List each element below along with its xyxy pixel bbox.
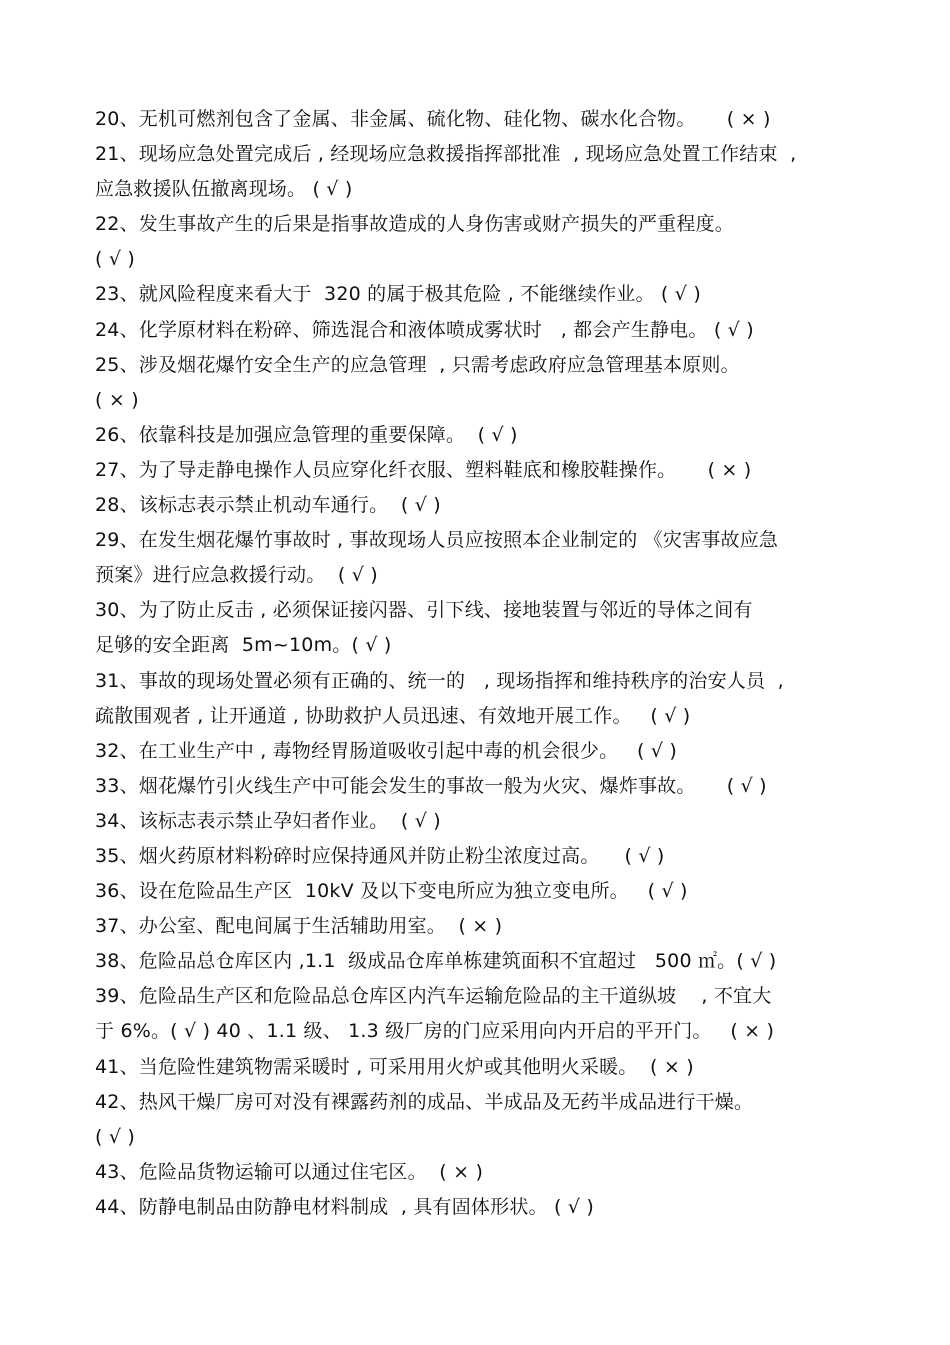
text-line: 42、热风干燥厂房可对没有裸露药剂的成品、半成品及无药半成品进行干燥。	[95, 1090, 754, 1113]
text-line: 22、发生事故产生的后果是指事故造成的人身伤害或财产损失的严重程度。	[95, 213, 734, 236]
text-line: 26、依靠科技是加强应急管理的重要保障。 ( √ )	[95, 423, 518, 446]
text-line: 38、危险品总仓库区内 ,1.1 级成品仓库单栋建筑面积不宜超过 500 ㎡。( √ )	[95, 950, 777, 973]
text-line: 25、涉及烟花爆竹安全生产的应急管理 , 只需考虑政府应急管理基本原则。	[95, 353, 740, 376]
text-line: 35、烟火药原材料粉碎时应保持通风并防止粉尘浓度过高。 ( √ )	[95, 844, 665, 867]
text-line: 33、烟花爆竹引火线生产中可能会发生的事故一般为火灾、爆炸事故。 ( √ )	[95, 774, 767, 797]
document-body	[95, 102, 885, 1225]
text-line: 于 6%。( √ ) 40 、1.1 级、 1.3 级厂房的门应采用向内开启的平开门。 ( × )	[95, 1020, 775, 1043]
text-line: 24、化学原材料在粉碎、筛选混合和液体喷成雾状时 , 都会产生静电。 ( √ )	[95, 318, 754, 341]
text-line: 应急救援队伍撤离现场。 ( √ )	[95, 178, 353, 201]
text-line: ( × )	[95, 388, 139, 411]
text-line: 31、事故的现场处置必须有正确的、统一的 , 现场指挥和维持秩序的治安人员 ,	[95, 669, 784, 692]
text-line: 43、危险品货物运输可以通过住宅区。 ( × )	[95, 1160, 484, 1183]
text-line: ( √ )	[95, 1125, 136, 1148]
text-line: 30、为了防止反击 , 必须保证接闪器、引下线、接地装置与邻近的导体之间有	[95, 599, 753, 622]
text-line: 21、现场应急处置完成后 , 经现场应急救援指挥部批准 , 现场应急处置工作结束 ,	[95, 143, 797, 166]
text-line: ( √ )	[95, 248, 136, 271]
text-line: 23、就风险程度来看大于 320 的属于极其危险 , 不能继续作业。 ( √ )	[95, 283, 701, 306]
text-line: 疏散围观者 , 让开通道 , 协助救护人员迅速、有效地开展工作。 ( √ )	[95, 704, 691, 727]
text-line: 27、为了导走静电操作人员应穿化纤衣服、塑料鞋底和橡胶鞋操作。 ( × )	[95, 458, 752, 481]
text-line: 36、设在危险品生产区 10kV 及以下变电所应为独立变电所。 ( √ )	[95, 880, 688, 903]
text-line: 41、当危险性建筑物需采暖时 , 可采用用火炉或其他明火采暖。 ( × )	[95, 1055, 694, 1078]
text-line: 34、该标志表示禁止孕妇者作业。 ( √ )	[95, 809, 441, 832]
text-line: 28、该标志表示禁止机动车通行。 ( √ )	[95, 494, 441, 517]
text-line: 预案》进行应急救援行动。 ( √ )	[95, 564, 378, 587]
text-line: 20、无机可燃剂包含了金属、非金属、硫化物、硅化物、碳水化合物。 ( × )	[95, 108, 771, 130]
text-line: 37、办公室、配电间属于生活辅助用室。 ( × )	[95, 915, 503, 938]
text-line: 39、危险品生产区和危险品总仓库区内汽车运输危险品的主干道纵坡 , 不宜大	[95, 985, 772, 1008]
text-line: 足够的安全距离 5m~10m。( √ )	[95, 634, 392, 657]
text-line: 29、在发生烟花爆竹事故时 , 事故现场人员应按照本企业制定的 《灾害事故应急	[95, 529, 779, 552]
text-line: 44、防静电制品由防静电材料制成 , 具有固体形状。 ( √ )	[95, 1195, 594, 1218]
text-line: 32、在工业生产中 , 毒物经胃肠道吸收引起中毒的机会很少。 ( √ )	[95, 739, 678, 762]
